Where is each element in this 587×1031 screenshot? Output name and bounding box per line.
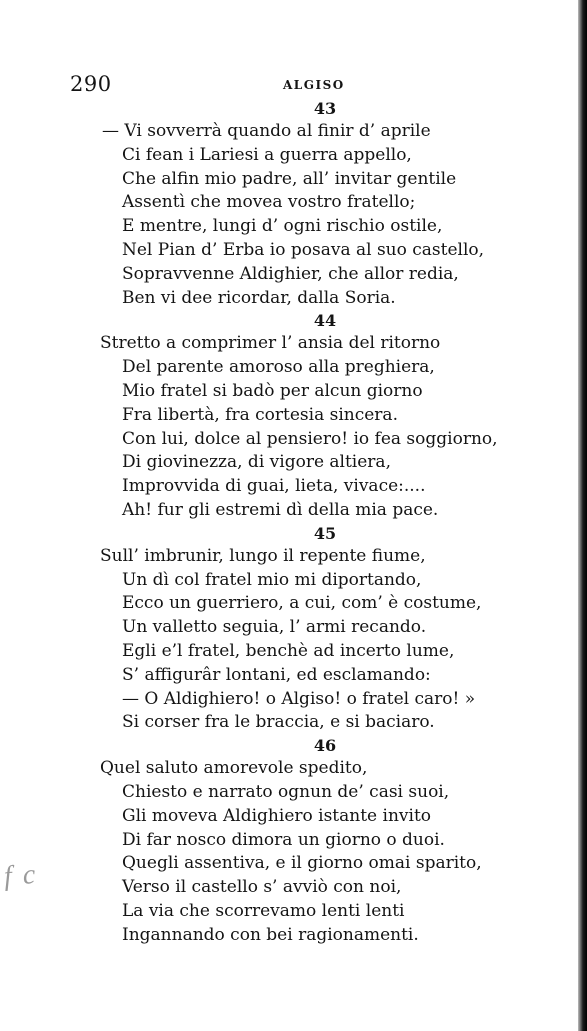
marginal-handwriting: f c xyxy=(2,858,39,893)
verse-line: Chiesto e narrato ognun de’ casi suoi, xyxy=(122,781,450,802)
stanza-number: 46 xyxy=(313,736,337,756)
verse-line: Del parente amoroso alla preghiera, xyxy=(122,357,435,378)
stanza-46 xyxy=(100,735,540,947)
stanza-number: 45 xyxy=(313,523,337,543)
verse-line: Assentì che movea vostro fratello; xyxy=(122,192,416,213)
verse-line: Gli moveva Aldighiero istante invito xyxy=(122,805,432,826)
verse-line: S’ affigurâr lontani, ed esclamando: xyxy=(122,664,431,685)
verse-line: Che alfin mio padre, all’ invitar gentile xyxy=(122,168,457,189)
stanza-number: 43 xyxy=(313,99,337,118)
verse-line: Quegli assentiva, e il giorno omai sparito, xyxy=(122,853,482,874)
verse-line: Ingannando con bei ragionamenti. xyxy=(122,924,419,945)
poem-text xyxy=(100,98,540,948)
verse-line: La via che scorrevamo lenti lenti xyxy=(122,900,405,921)
verse-line: E mentre, lungi d’ ogni rischio ostile, xyxy=(122,216,443,237)
verse-line: Nel Pian d’ Erba io posava al suo castello, xyxy=(122,239,485,260)
page-edge-shadow xyxy=(578,0,587,1031)
verse-line: Di far nosco dimora un giorno o duoi. xyxy=(122,829,445,850)
verse-line: Verso il castello s’ avviò con noi, xyxy=(122,877,402,898)
verse-line: Stretto a comprimer l’ ansia del ritorno xyxy=(100,333,441,354)
verse-line: Un dì col fratel mio mi diportando, xyxy=(122,569,422,590)
verse-line: Ah! fur gli estremi dì della mia pace. xyxy=(122,499,439,520)
verse-line: Con lui, dolce al pensiero! io fea soggiorno, xyxy=(122,428,498,449)
verse-line: — O Aldighiero! o Algiso! o fratel caro! » xyxy=(122,688,476,709)
page-number: 290 xyxy=(70,72,112,96)
verse-line: Di giovinezza, di vigore altiera, xyxy=(122,452,391,473)
verse-line: Sopravvenne Aldighier, che allor redia, xyxy=(122,263,459,284)
verse-line: Egli e’l fratel, benchè ad incerto lume, xyxy=(122,640,455,661)
verse-line: — Vi sovverrà quando al finir d’ aprile xyxy=(102,121,431,141)
stanza-44 xyxy=(100,310,540,522)
verse-line: Ci fean i Lariesi a guerra appello, xyxy=(122,144,412,165)
verse-line: Ben vi dee ricordar, dalla Soria. xyxy=(122,287,396,308)
verse-line: Improvvida di guai, lieta, vivace:.... xyxy=(122,476,426,497)
stanza-number: 44 xyxy=(313,311,337,331)
stanza-45 xyxy=(100,523,540,735)
verse-line: Si corser fra le braccia, e si baciaro. xyxy=(122,712,435,733)
stanza-43 xyxy=(100,98,540,310)
verse-line: Un valletto seguia, l’ armi recando. xyxy=(122,617,427,638)
running-title: ALGISO xyxy=(283,78,345,92)
verse-line: Mio fratel si badò per alcun giorno xyxy=(122,380,423,401)
verse-line: Quel saluto amorevole spedito, xyxy=(100,758,368,779)
verse-line: Sull’ imbrunir, lungo il repente fiume, xyxy=(100,545,426,566)
verse-line: Ecco un guerriero, a cui, com’ è costume, xyxy=(122,593,482,614)
verse-line: Fra libertà, fra cortesia sincera. xyxy=(122,404,398,425)
